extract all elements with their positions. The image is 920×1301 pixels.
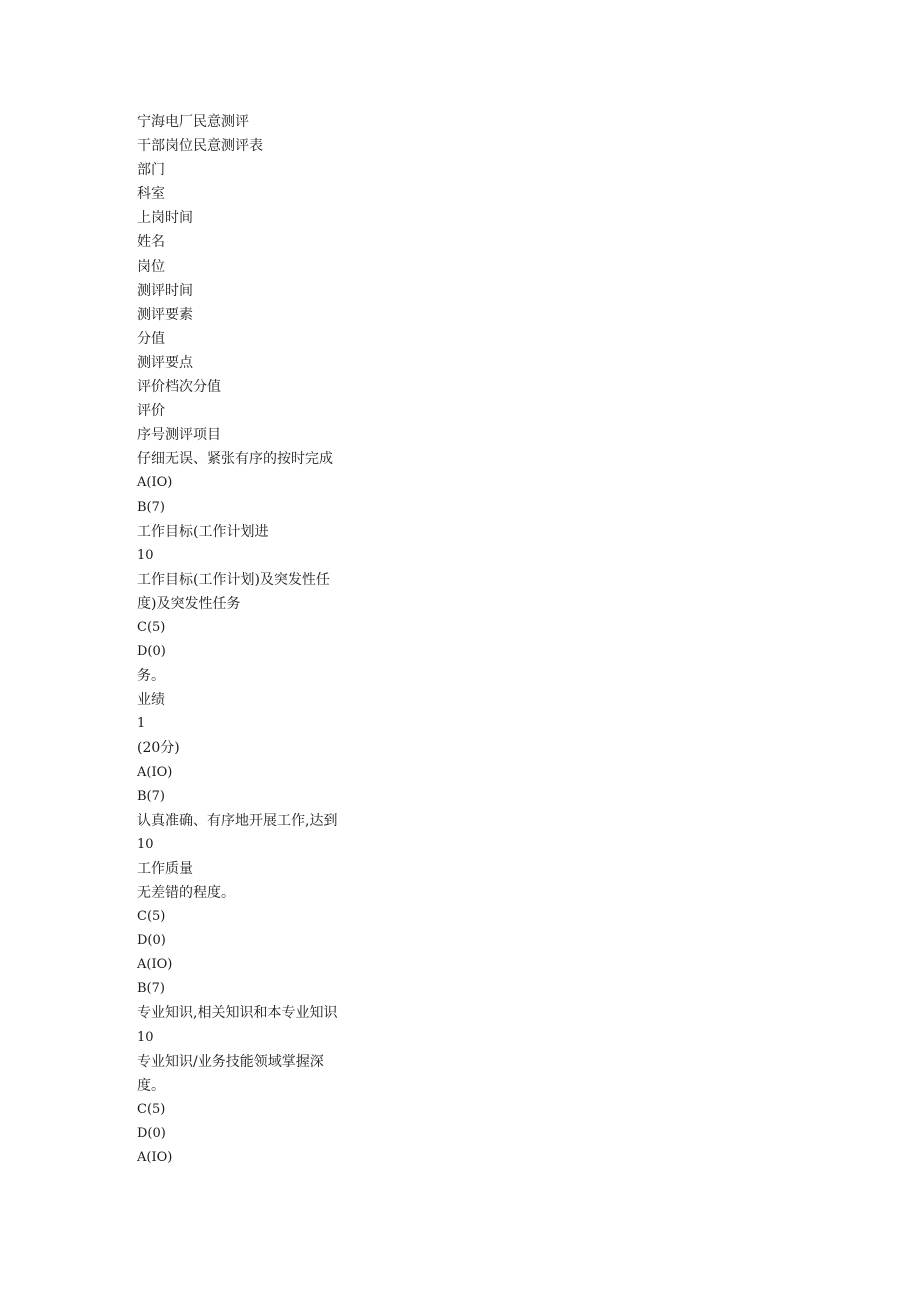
grade-option: A(IO) [137, 764, 173, 780]
category-points: (20分) [137, 740, 180, 757]
field-label-start-time: 上岗时间 [137, 210, 193, 227]
text-line: 认真准确、有序地开展工作,达到 [137, 812, 338, 829]
text-line: 专业知识,相关知识和本专业知识 [137, 1005, 338, 1022]
text-line: 工作目标(工作计划进 [137, 523, 269, 540]
grade-option: D(0) [137, 1125, 166, 1141]
doc-title: 宁海电厂民意测评 [137, 114, 249, 130]
category-label: 业绩 [137, 692, 165, 709]
score-value: 10 [137, 836, 154, 852]
field-label-section: 科室 [137, 186, 165, 203]
grade-option: C(5) [137, 1101, 166, 1117]
grade-option: C(5) [137, 619, 166, 635]
doc-subtitle: 干部岗位民意测评表 [137, 138, 263, 155]
text-line: 务。 [137, 668, 165, 685]
column-header-no-item: 序号测评项目 [137, 427, 221, 444]
text-line: 工作目标(工作计划)及突发性任 [137, 571, 330, 588]
column-header-score: 分值 [137, 330, 165, 347]
field-label-department: 部门 [137, 162, 165, 179]
grade-option: A(IO) [137, 957, 173, 973]
grade-option: A(IO) [137, 1150, 173, 1166]
grade-option: B(7) [137, 499, 165, 515]
text-line: 仔细无误、紧张有序的按时完成 [137, 451, 333, 468]
grade-option: D(0) [137, 644, 166, 660]
grade-option: A(IO) [137, 475, 173, 491]
score-value: 10 [137, 547, 154, 563]
grade-option: B(7) [137, 981, 165, 997]
field-label-name: 姓名 [137, 234, 165, 251]
score-value: 10 [137, 1029, 154, 1045]
grade-option: D(0) [137, 933, 166, 949]
grade-option: C(5) [137, 909, 166, 925]
text-line: 度)及突发性任务 [137, 595, 241, 612]
field-label-eval-time: 测评时间 [137, 282, 193, 299]
text-line: 无差错的程度。 [137, 885, 235, 901]
item-number: 1 [137, 716, 146, 732]
column-header-evaluation: 评价 [137, 403, 165, 420]
column-header-eval-element: 测评要素 [137, 306, 193, 323]
grade-option: B(7) [137, 788, 165, 804]
document-page [137, 110, 777, 1170]
text-line: 度。 [137, 1077, 165, 1094]
column-header-eval-points: 测评要点 [137, 354, 193, 371]
field-label-position: 岗位 [137, 258, 165, 275]
text-line: 专业知识/业务技能领域掌握深 [137, 1053, 324, 1070]
column-header-grade-score: 评价档次分值 [137, 379, 221, 396]
item-label: 工作质量 [137, 860, 193, 877]
